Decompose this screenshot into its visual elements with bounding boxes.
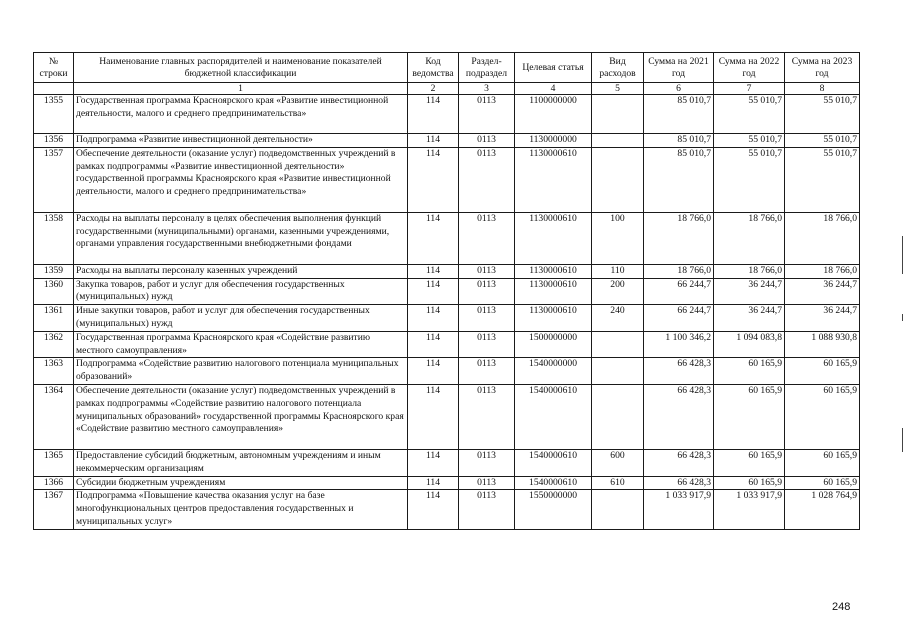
sum-2023-cell: 18 766,0	[785, 264, 860, 278]
sum-2021-cell: 85 010,7	[644, 147, 714, 212]
section-code-cell: 0113	[459, 134, 515, 148]
sum-2021-cell: 1 100 346,2	[644, 331, 714, 358]
row-name-cell: Государственная программа Красноярского края «Развитие инвестиционной деятельности, малого и среднего предпринимательства»	[74, 95, 408, 134]
sum-2021-cell: 66 428,3	[644, 449, 714, 476]
sum-2021-cell: 18 766,0	[644, 212, 714, 264]
row-number-cell: 1358	[34, 212, 74, 264]
row-number-cell: 1360	[34, 278, 74, 305]
table-row	[34, 95, 860, 134]
scan-margin-mark	[902, 236, 903, 274]
target-item-cell: 1540000610	[515, 449, 592, 476]
column-number: 6	[644, 83, 714, 95]
scan-margin-mark	[902, 428, 903, 452]
department-code-cell: 114	[408, 331, 459, 358]
sum-2022-cell: 36 244,7	[714, 305, 785, 332]
sum-2022-cell: 55 010,7	[714, 147, 785, 212]
sum-2023-cell: 36 244,7	[785, 278, 860, 305]
row-number-cell: 1367	[34, 490, 74, 529]
row-name-cell: Обеспечение деятельности (оказание услуг) подведомственных учреждений в рамках подпрограммы «Содействие развитию налогового потенциала муниципальных образований» государственной программы Красноярского края «Содействие развитию местного самоуправления»	[74, 384, 408, 449]
sum-2022-cell: 36 244,7	[714, 278, 785, 305]
row-number-cell: 1363	[34, 358, 74, 385]
target-item-cell: 1540000610	[515, 384, 592, 449]
sum-2023-cell: 55 010,7	[785, 95, 860, 134]
section-code-cell: 0113	[459, 278, 515, 305]
header-department-code: Код ведомства	[408, 53, 459, 83]
header-section: Раздел-подраздел	[459, 53, 515, 83]
table-body	[34, 95, 860, 530]
expense-type-cell	[592, 147, 644, 212]
sum-2022-cell: 60 165,9	[714, 449, 785, 476]
section-code-cell: 0113	[459, 147, 515, 212]
sum-2021-cell: 66 244,7	[644, 278, 714, 305]
sum-2023-cell: 60 165,9	[785, 449, 860, 476]
sum-2023-cell: 1 028 764,9	[785, 490, 860, 529]
target-item-cell: 1540000000	[515, 358, 592, 385]
expense-type-cell	[592, 384, 644, 449]
row-number-cell: 1357	[34, 147, 74, 212]
column-number: 5	[592, 83, 644, 95]
sum-2021-cell: 1 033 917,9	[644, 490, 714, 529]
target-item-cell: 1100000000	[515, 95, 592, 134]
section-code-cell: 0113	[459, 305, 515, 332]
expense-type-cell: 200	[592, 278, 644, 305]
target-item-cell: 1550000000	[515, 490, 592, 529]
section-code-cell: 0113	[459, 212, 515, 264]
sum-2022-cell: 55 010,7	[714, 134, 785, 148]
section-code-cell: 0113	[459, 490, 515, 529]
row-number-cell: 1359	[34, 264, 74, 278]
expense-type-cell: 100	[592, 212, 644, 264]
row-number-cell: 1365	[34, 449, 74, 476]
table-row	[34, 490, 860, 529]
expense-type-cell	[592, 490, 644, 529]
table-row	[34, 278, 860, 305]
expense-type-cell	[592, 331, 644, 358]
target-item-cell: 1130000610	[515, 305, 592, 332]
sum-2021-cell: 66 428,3	[644, 476, 714, 490]
expense-type-cell	[592, 95, 644, 134]
column-number-row	[34, 83, 860, 95]
target-item-cell: 1130000000	[515, 134, 592, 148]
header-sum-2022: Сумма на 2022 год	[714, 53, 785, 83]
target-item-cell: 1130000610	[515, 147, 592, 212]
sum-2023-cell: 60 165,9	[785, 384, 860, 449]
department-code-cell: 114	[408, 476, 459, 490]
sum-2022-cell: 55 010,7	[714, 95, 785, 134]
table-row	[34, 331, 860, 358]
sum-2022-cell: 18 766,0	[714, 212, 785, 264]
expense-type-cell: 240	[592, 305, 644, 332]
department-code-cell: 114	[408, 490, 459, 529]
table-row	[34, 449, 860, 476]
scan-margin-mark	[902, 314, 903, 321]
section-code-cell: 0113	[459, 358, 515, 385]
section-code-cell: 0113	[459, 476, 515, 490]
column-number: 8	[785, 83, 860, 95]
sum-2023-cell: 60 165,9	[785, 476, 860, 490]
sum-2022-cell: 60 165,9	[714, 476, 785, 490]
column-number: 7	[714, 83, 785, 95]
target-item-cell: 1500000000	[515, 331, 592, 358]
table-row	[34, 358, 860, 385]
table-row	[34, 264, 860, 278]
sum-2021-cell: 18 766,0	[644, 264, 714, 278]
department-code-cell: 114	[408, 449, 459, 476]
sum-2022-cell: 60 165,9	[714, 384, 785, 449]
expense-type-cell: 110	[592, 264, 644, 278]
sum-2023-cell: 1 088 930,8	[785, 331, 860, 358]
column-number: 2	[408, 83, 459, 95]
row-name-cell: Подпрограмма «Повышение качества оказания услуг на базе многофункциональных центров предоставления государственных и муниципальных услуг»	[74, 490, 408, 529]
department-code-cell: 114	[408, 305, 459, 332]
row-number-cell: 1366	[34, 476, 74, 490]
table-row	[34, 212, 860, 264]
expense-type-cell	[592, 134, 644, 148]
table-row	[34, 384, 860, 449]
sum-2021-cell: 66 428,3	[644, 358, 714, 385]
header-row-number: № строки	[34, 53, 74, 83]
header-sum-2023: Сумма на 2023 год	[785, 53, 860, 83]
target-item-cell: 1130000610	[515, 278, 592, 305]
table-row	[34, 305, 860, 332]
row-name-cell: Закупка товаров, работ и услуг для обеспечения государственных (муниципальных) нужд	[74, 278, 408, 305]
section-code-cell: 0113	[459, 95, 515, 134]
row-number-cell: 1364	[34, 384, 74, 449]
sum-2021-cell: 85 010,7	[644, 134, 714, 148]
row-name-cell: Расходы на выплаты персоналу казенных учреждений	[74, 264, 408, 278]
sum-2023-cell: 55 010,7	[785, 134, 860, 148]
expense-type-cell	[592, 358, 644, 385]
row-name-cell: Иные закупки товаров, работ и услуг для обеспечения государственных (муниципальных) нужд	[74, 305, 408, 332]
sum-2022-cell: 60 165,9	[714, 358, 785, 385]
table-row	[34, 134, 860, 148]
row-name-cell: Обеспечение деятельности (оказание услуг) подведомственных учреждений в рамках подпрограммы «Развитие инвестиционной деятельности» государственной программы Красноярского края «Развитие инвестиционной деятельности, малого и среднего предпринимательства»	[74, 147, 408, 212]
department-code-cell: 114	[408, 264, 459, 278]
table-header	[34, 53, 860, 95]
budget-table	[33, 52, 860, 530]
column-number: 3	[459, 83, 515, 95]
table-row	[34, 476, 860, 490]
row-number-cell: 1361	[34, 305, 74, 332]
row-name-cell: Субсидии бюджетным учреждениям	[74, 476, 408, 490]
sum-2023-cell: 55 010,7	[785, 147, 860, 212]
header-expense-type: Вид расходов	[592, 53, 644, 83]
row-number-cell: 1355	[34, 95, 74, 134]
row-name-cell: Государственная программа Красноярского края «Содействие развитию местного самоуправления»	[74, 331, 408, 358]
header-name: Наименование главных распорядителей и наименование показателей бюджетной классификации	[74, 53, 408, 83]
target-item-cell: 1130000610	[515, 212, 592, 264]
target-item-cell: 1130000610	[515, 264, 592, 278]
row-name-cell: Расходы на выплаты персоналу в целях обеспечения выполнения функций государственными (муниципальными) органами, казенными учреждениями, органами управления государственными внебюджетными фондами	[74, 212, 408, 264]
sum-2022-cell: 18 766,0	[714, 264, 785, 278]
department-code-cell: 114	[408, 278, 459, 305]
sum-2023-cell: 60 165,9	[785, 358, 860, 385]
sum-2023-cell: 36 244,7	[785, 305, 860, 332]
department-code-cell: 114	[408, 147, 459, 212]
column-number: 1	[74, 83, 408, 95]
page-number: 248	[832, 601, 851, 613]
department-code-cell: 114	[408, 95, 459, 134]
column-number	[34, 83, 74, 95]
sum-2021-cell: 66 428,3	[644, 384, 714, 449]
sum-2021-cell: 85 010,7	[644, 95, 714, 134]
column-number: 4	[515, 83, 592, 95]
sum-2023-cell: 18 766,0	[785, 212, 860, 264]
department-code-cell: 114	[408, 384, 459, 449]
row-name-cell: Подпрограмма «Содействие развитию налогового потенциала муниципальных образований»	[74, 358, 408, 385]
row-name-cell: Подпрограмма «Развитие инвестиционной деятельности»	[74, 134, 408, 148]
department-code-cell: 114	[408, 212, 459, 264]
section-code-cell: 0113	[459, 264, 515, 278]
header-sum-2021: Сумма на 2021 год	[644, 53, 714, 83]
sum-2021-cell: 66 244,7	[644, 305, 714, 332]
department-code-cell: 114	[408, 134, 459, 148]
sum-2022-cell: 1 094 083,8	[714, 331, 785, 358]
section-code-cell: 0113	[459, 331, 515, 358]
sum-2022-cell: 1 033 917,9	[714, 490, 785, 529]
department-code-cell: 114	[408, 358, 459, 385]
header-target-item: Целевая статья	[515, 53, 592, 83]
row-name-cell: Предоставление субсидий бюджетным, автономным учреждениям и иным некоммерческим организациям	[74, 449, 408, 476]
row-number-cell: 1362	[34, 331, 74, 358]
section-code-cell: 0113	[459, 449, 515, 476]
target-item-cell: 1540000610	[515, 476, 592, 490]
expense-type-cell: 610	[592, 476, 644, 490]
row-number-cell: 1356	[34, 134, 74, 148]
section-code-cell: 0113	[459, 384, 515, 449]
expense-type-cell: 600	[592, 449, 644, 476]
table-row	[34, 147, 860, 212]
